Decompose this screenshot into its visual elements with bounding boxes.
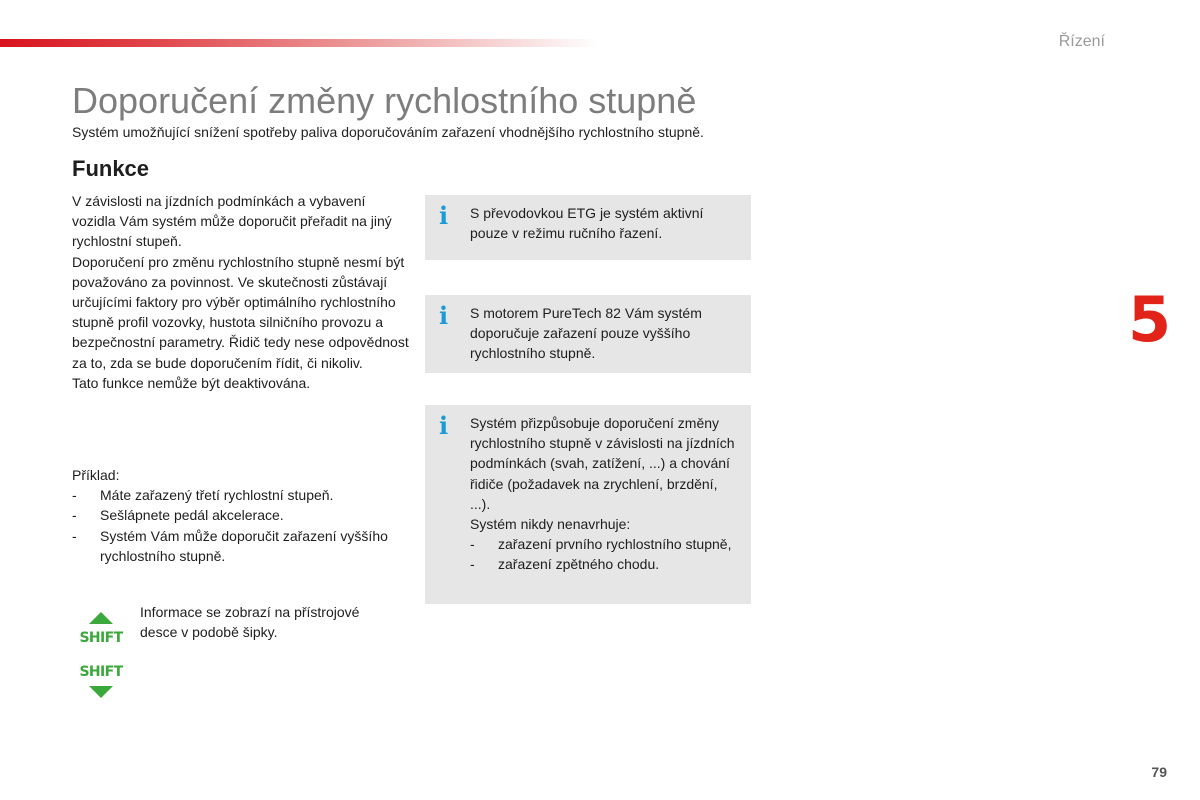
shift-up-icon bbox=[78, 612, 124, 646]
arrow-down-icon bbox=[89, 686, 113, 698]
list-item: - Sešlápnete pedál akcelerace. bbox=[72, 505, 412, 525]
arrow-up-icon bbox=[89, 612, 113, 624]
paragraph: Doporučení pro změnu rychlostního stupně nesmí být považováno za povinnost. Ve skutečnosti zůstávají určujícími faktory pro výběr optimálního rychlostního stupně profil vozovky, hustota silničního provozu a bezpečnostní parametry. Řidič tedy nese odpovědnost za to, zda se bude doporučením řídit, či nikoliv. bbox=[72, 253, 409, 371]
page-number: 79 bbox=[1151, 764, 1167, 780]
function-description bbox=[72, 191, 412, 393]
paragraph: Tato funkce nemůže být deaktivována. bbox=[72, 374, 311, 391]
section-heading: Funkce bbox=[72, 156, 150, 181]
shift-indicator-icons bbox=[78, 612, 124, 698]
shift-down-label: SHIFT bbox=[79, 664, 123, 680]
list-item: - zařazení zpětného chodu. bbox=[470, 554, 739, 574]
info-text: Systém nikdy nenavrhuje: bbox=[470, 516, 631, 533]
info-icon: i bbox=[439, 201, 449, 230]
paragraph: V závislosti na jízdních podmínkách a vybavení vozidla Vám systém může doporučit přeřadit na jiný rychlostní stupeň. bbox=[72, 193, 392, 250]
list-item: - zařazení prvního rychlostního stupně, bbox=[470, 534, 739, 554]
shift-up-label: SHIFT bbox=[79, 630, 123, 646]
info-icon: i bbox=[439, 301, 449, 330]
chapter-number: 5 bbox=[1128, 283, 1172, 356]
info-text: S motorem PureTech 82 Vám systém doporučuje zařazení pouze vyššího rychlostního stupně. bbox=[470, 305, 702, 362]
page-subtitle: Systém umožňující snížení spotřeby paliva doporučováním zařazení vhodnějšího rychlostního stupně. bbox=[72, 124, 704, 140]
example-list bbox=[72, 485, 412, 566]
list-item: - Systém Vám může doporučit zařazení vyššího rychlostního stupně. bbox=[72, 526, 412, 566]
list-item: - Máte zařazený třetí rychlostní stupeň. bbox=[72, 485, 412, 505]
section-name: Řízení bbox=[1058, 33, 1105, 50]
info-box-etg bbox=[425, 195, 751, 260]
info-text: S převodovkou ETG je systém aktivní pouze v režimu ručního řazení. bbox=[470, 205, 704, 242]
example-label: Příklad: bbox=[72, 467, 120, 483]
example-section bbox=[72, 465, 412, 566]
info-text: Systém přizpůsobuje doporučení změny rychlostního stupně v závislosti na jízdních podmínkách (svah, zatížení, ...) a chování řidiče (požadavek na zrychlení, brzdění, ...). bbox=[470, 415, 735, 512]
header-accent-bar bbox=[0, 39, 600, 47]
page-title: Doporučení změny rychlostního stupně bbox=[72, 80, 697, 121]
info-box-adaptive bbox=[425, 405, 751, 604]
info-box-puretech bbox=[425, 295, 751, 373]
info-list bbox=[470, 534, 739, 574]
shift-indicator-description: Informace se zobrazí na přístrojové desce v podobě šipky. bbox=[140, 604, 360, 641]
info-icon: i bbox=[439, 411, 449, 440]
shift-down-icon bbox=[78, 664, 124, 698]
